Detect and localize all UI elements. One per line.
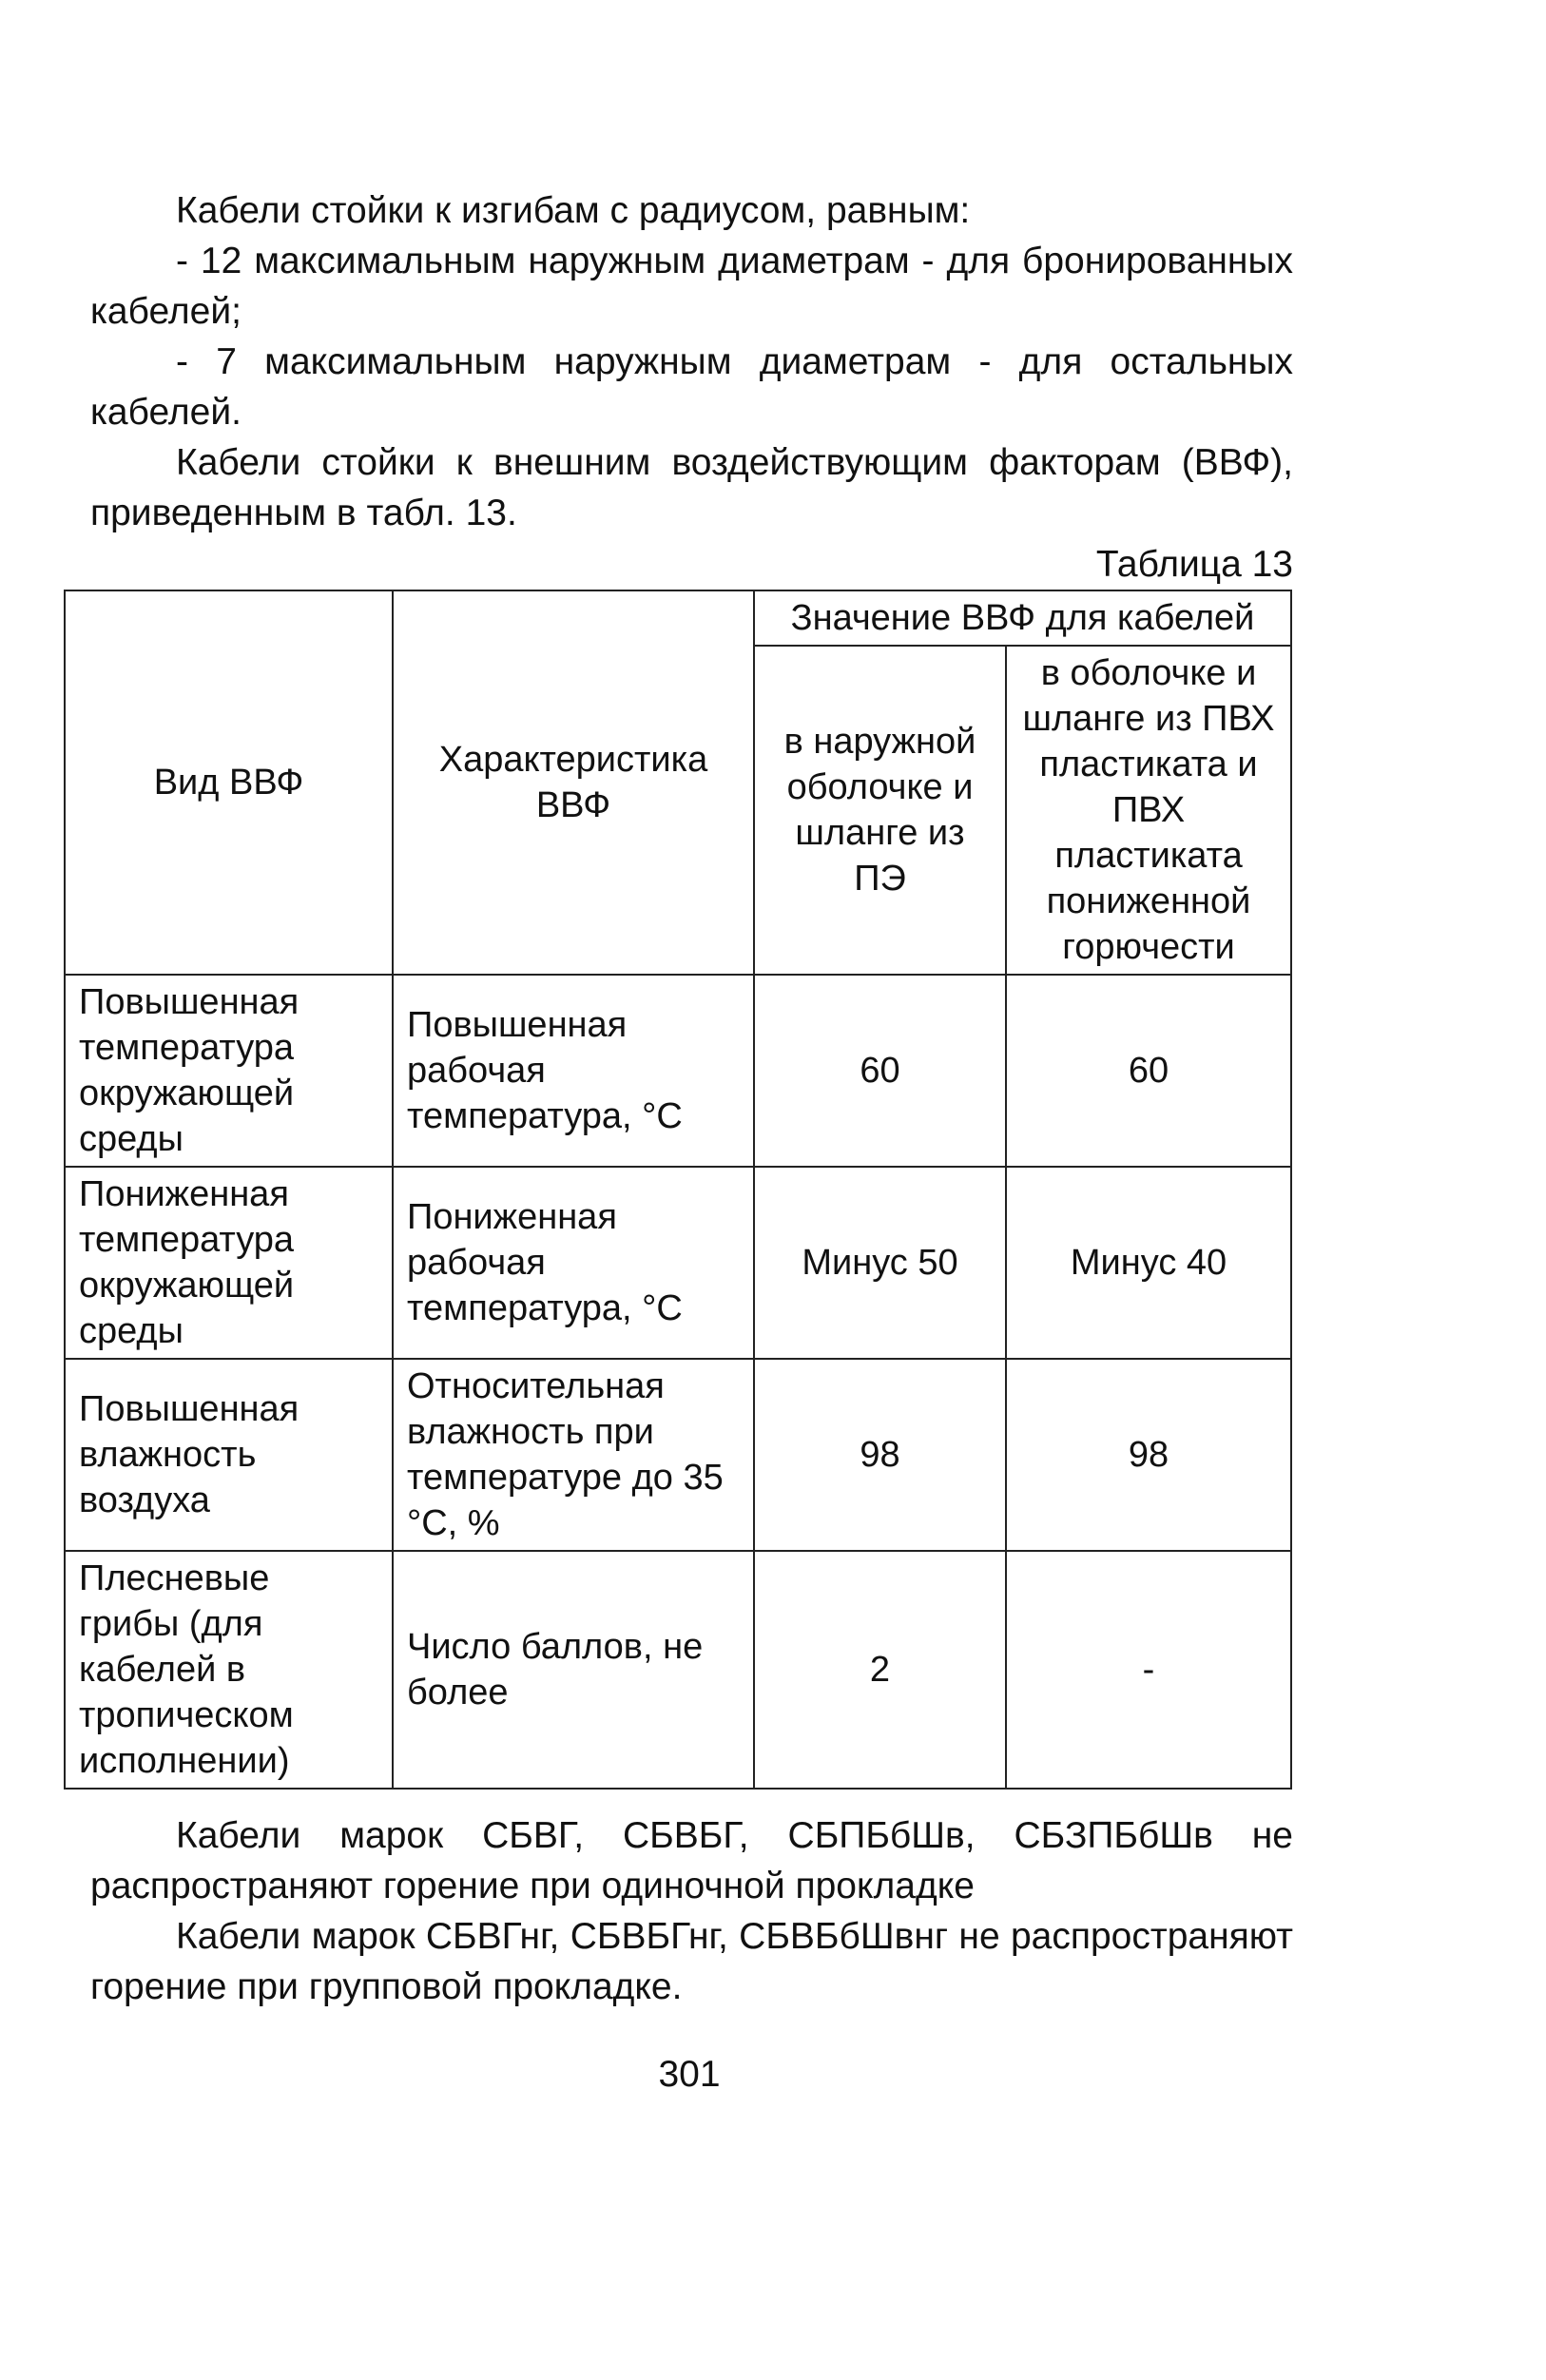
- header-vvf-type: Вид ВВФ: [65, 590, 393, 975]
- outro-paragraph-2: Кабели марок СБВГнг, СБВБГнг, СБВБбШвнг не распространяют горение при групповой прокладке.: [90, 1916, 1293, 2007]
- header-value-group: Значение ВВФ для кабелей: [754, 590, 1291, 646]
- row-vvf-type: Плесневые грибы (для кабелей в тропическом исполнении): [65, 1551, 393, 1789]
- intro-line-4: Кабели стойки к внешним воздействующим факторам (ВВФ), приведенным в табл. 13.: [90, 442, 1293, 533]
- page-content: [79, 185, 1293, 2012]
- row-value-pvc: 98: [1006, 1359, 1291, 1551]
- row-vvf-type: Повышенная температура окружающей среды: [65, 975, 393, 1167]
- row-characteristic: Пониженная рабочая температура, °С: [393, 1167, 754, 1359]
- table-row: [65, 1359, 1291, 1551]
- vvf-table: [64, 590, 1292, 1790]
- header-pe-cables: в наружной оболочке и шланге из ПЭ: [754, 646, 1006, 975]
- header-vvf-characteristic: Характеристика ВВФ: [393, 590, 754, 975]
- row-characteristic: Повышенная рабочая температура, °С: [393, 975, 754, 1167]
- header-pvc-cables: в оболочке и шланге из ПВХ пластиката и ПВХ пластиката пониженной горючести: [1006, 646, 1291, 975]
- intro-line-1: Кабели стойки к изгибам с радиусом, равным:: [176, 190, 971, 231]
- outro-paragraph-1: Кабели марок СБВГ, СБВБГ, СБПБбШв, СБЗПБбШв не распространяют горение при одиночной прокладке: [90, 1815, 1293, 1906]
- row-characteristic: Относительная влажность при температуре до 35 °С, %: [393, 1359, 754, 1551]
- intro-line-3: - 7 максимальным наружным диаметрам - для остальных кабелей.: [90, 341, 1293, 433]
- row-value-pe: 98: [754, 1359, 1006, 1551]
- table-header-row: [65, 590, 1291, 646]
- table-row: [65, 1551, 1291, 1789]
- row-value-pe: Минус 50: [754, 1167, 1006, 1359]
- page-number: 301: [658, 2054, 721, 2095]
- row-value-pe: 60: [754, 975, 1006, 1167]
- row-value-pvc: -: [1006, 1551, 1291, 1789]
- row-characteristic: Число баллов, не более: [393, 1551, 754, 1789]
- intro-line-2: - 12 максимальным наружным диаметрам - для бронированных кабелей;: [90, 241, 1293, 332]
- row-vvf-type: Повышенная влажность воздуха: [65, 1359, 393, 1551]
- row-value-pvc: 60: [1006, 975, 1291, 1167]
- row-value-pe: 2: [754, 1551, 1006, 1789]
- table-row: [65, 975, 1291, 1167]
- row-value-pvc: Минус 40: [1006, 1167, 1291, 1359]
- table-row: [65, 1167, 1291, 1359]
- table-caption: Таблица 13: [1095, 544, 1293, 585]
- row-vvf-type: Пониженная температура окружающей среды: [65, 1167, 393, 1359]
